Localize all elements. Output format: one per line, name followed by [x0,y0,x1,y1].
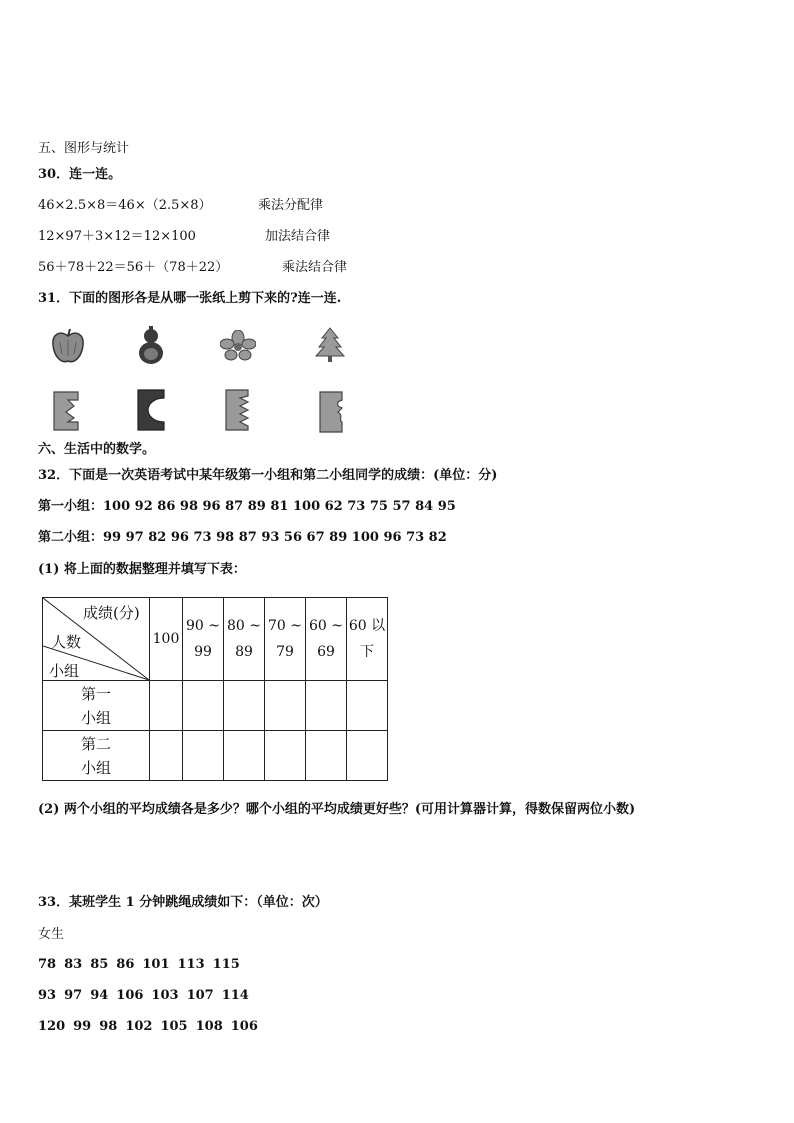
question-31-title: 31．下面的图形各是从哪一张纸上剪下来的?连一连. [38,291,342,306]
row-label-group-2: 第二 小组 [43,731,150,781]
law-2: 加法结合律 [265,229,331,244]
equation-2: 12×97＋3×12＝12×100 [38,229,196,244]
table-blank-cell[interactable] [347,681,388,731]
column-header-90-99: 90 ~ 99 [183,598,224,681]
table-blank-cell[interactable] [150,731,183,781]
section-title-6: 六、生活中的数学。 [38,442,156,457]
row-label-group-1: 第一 小组 [43,681,150,731]
table-blank-cell[interactable] [265,681,306,731]
law-1: 乘法分配律 [258,198,324,213]
girls-scores-row-3: 120 99 98 102 105 108 106 [38,1019,258,1034]
equation-1: 46×2.5×8＝46×（2.5×8） [38,198,212,213]
girls-label: 女生 [38,927,65,942]
question-30-title: 30．连一连。 [38,167,122,182]
question-32-title: 32．下面是一次英语考试中某年级第一小组和第二小组同学的成绩：(单位：分) [38,468,498,483]
table-blank-cell[interactable] [347,731,388,781]
table-blank-cell[interactable] [306,731,347,781]
table-blank-cell[interactable] [224,681,265,731]
group-1-scores: 第一小组：100 92 86 98 96 87 89 81 100 62 73 75 57 84 95 [38,499,456,514]
question-33-title: 33．某班学生 1 分钟跳绳成绩如下：（单位：次） [38,895,328,910]
table-row [43,731,388,781]
folded-paper-4-icon [318,390,348,438]
apple-shape-icon [50,328,86,370]
table-blank-cell[interactable] [265,731,306,781]
gourd-shape-icon [136,326,166,370]
table-blank-cell[interactable] [306,681,347,731]
girls-scores-row-1: 78 83 85 86 101 113 115 [38,957,240,972]
folded-paper-3-icon [224,388,254,436]
law-3: 乘法结合律 [282,260,348,275]
group-2-scores: 第二小组：99 97 82 96 73 98 87 93 56 67 89 100 96 73 82 [38,530,447,545]
table-blank-cell[interactable] [183,681,224,731]
corner-count-label: 人数 [51,633,82,651]
corner-group-label: 小组 [49,662,80,680]
folded-paper-1-icon [52,390,82,436]
column-header-100: 100 [150,598,183,681]
girls-scores-row-2: 93 97 94 106 103 107 114 [38,988,249,1003]
part-2-question: (2) 两个小组的平均成绩各是多少？哪个小组的平均成绩更好些？(可用计算器计算，得数保留两位小数) [38,802,636,817]
table-row [43,681,388,731]
flower-shape-icon [220,330,256,366]
column-header-below-60: 60 以 下 [347,598,388,681]
table-corner-header [43,598,150,681]
score-table [42,597,388,781]
column-header-80-89: 80 ~ 89 [224,598,265,681]
folded-paper-2-icon [134,388,168,436]
table-blank-cell[interactable] [183,731,224,781]
column-header-70-79: 70 ~ 79 [265,598,306,681]
column-header-60-69: 60 ~ 69 [306,598,347,681]
table-blank-cell[interactable] [224,731,265,781]
corner-score-label: 成绩(分) [83,604,140,622]
part-1-instruction: (1) 将上面的数据整理并填写下表： [38,562,246,577]
tree-shape-icon [314,327,346,367]
table-blank-cell[interactable] [150,681,183,731]
section-title-5: 五、图形与统计 [38,141,130,156]
equation-3: 56＋78＋22＝56＋（78＋22） [38,260,229,275]
